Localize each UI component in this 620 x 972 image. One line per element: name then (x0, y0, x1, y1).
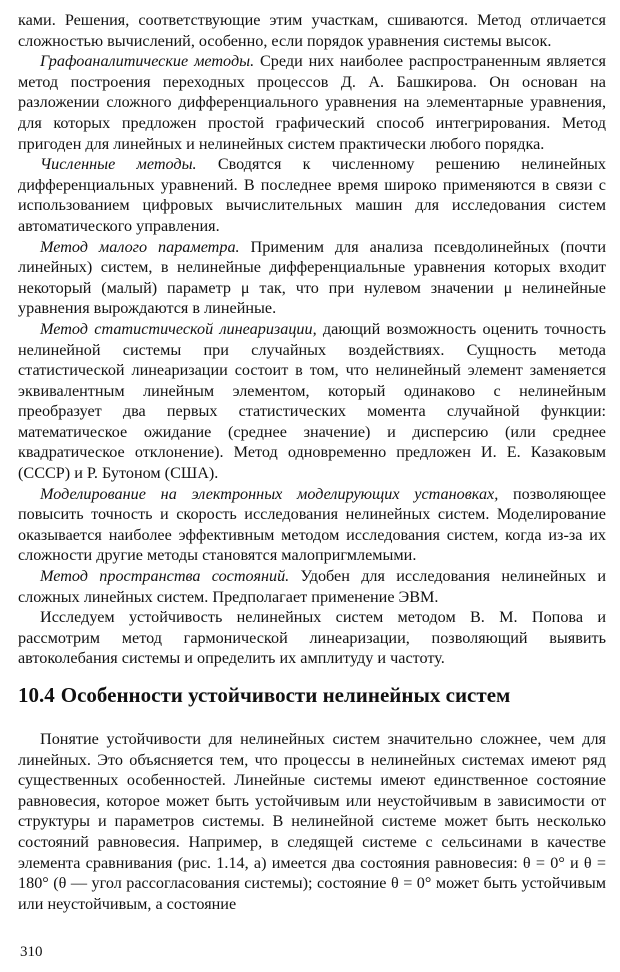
paragraph-text: Исследуем устойчивость нелинейных систем методом В. М. Попова и рассмотрим метод гармонической линеаризации, позволяющий выявить автоколебания системы и определить их амплитуду и частоту. (18, 608, 606, 668)
paragraph-intro (18, 10, 606, 51)
method-title: Численные методы. (40, 155, 197, 174)
method-title: Метод статистической линеаризации, (40, 319, 317, 338)
page-number: 310 (20, 944, 43, 960)
paragraph-text: Понятие устойчивости для нелинейных систем значительно сложнее, чем для линейных. Это объясняется тем, что процессы в нелинейных системах имеют ряд существенных особенностей. Линейные системы имеют единственное состояние равновесия, которое может быть устойчивым или неустойчивым в зависимости от структуры и параметров системы. В нелинейной системе может быть несколько состояний равновесия. Например, в следящей системе с сельсинами в качестве элемента сравнивания (рис. 1.14, а) имеется два состояния равновесия: θ = 0° и θ = 180° (θ — угол рассогласования системы); состояние θ = 0° может быть устойчивым или неустойчивым, а состояние (18, 730, 606, 913)
paragraph-graphoanalytic (18, 51, 606, 154)
method-title: Метод малого параметра. (40, 237, 240, 256)
paragraph-text: дающий возможность оценить точность нелинейной системы при случайных воздействиях. Сущность метода статистической линеаризации состоит в том, что нелинейный элемент заменяется эквивалентным линейным элементом, который одинаково с нелинейным преобразует два первых статистических момента случайной функции: математическое ожидание (среднее значение) и дисперсию (или среднее квадратическое отклонение). Метод одновременно предложен И. Е. Казаковым (СССР) и Р. Бутоном (США). (18, 319, 606, 483)
method-title: Графоаналитические методы. (40, 52, 255, 71)
paragraph-small-parameter (18, 237, 606, 319)
paragraph-statistical (18, 319, 606, 484)
paragraph-text: Сводятся к численному решению нелинейных дифференциальных уравнений. В последнее время широко применяются в связи с использованием цифровых вычислительных машин для исследования систем автоматического управления. (18, 155, 607, 235)
section-number: 10.4 (18, 683, 55, 707)
method-title: Метод пространства состояний. (40, 567, 290, 586)
method-title: Моделирование на электронных моделирующих установках, (40, 484, 499, 503)
paragraph-text: ками. Решения, соответствующие этим участкам, сшиваются. Метод отличается сложностью вычислений, особенно, если порядок уравнения системы высок. (18, 11, 606, 50)
paragraph-text: Удобен для исследования нелинейных и сложных линейных систем. Предполагает применение ЭВМ. (18, 567, 606, 606)
paragraph-state-space (18, 566, 606, 607)
paragraph-popov (18, 607, 606, 669)
paragraph-text: Применим для анализа псевдолинейных (почти линейных) систем, в нелинейные дифференциальные уравнения которых входит некоторый (малый) параметр μ так, что при нулевом значении μ нелинейные уравнения вырождаются в линейные. (18, 237, 606, 318)
paragraph-modeling (18, 484, 606, 566)
page-body (18, 10, 606, 914)
section-heading (18, 683, 606, 707)
section-title: Особенности устойчивости нелинейных систем (60, 683, 511, 707)
paragraph-text: Среди них наиболее распространенным является метод построения переходных процессов Д. А. Башкирова. Он основан на разложении сложного дифференциального уравнения на элементарные уравнения, для которых предложен простой графический способ интегрирования. Метод пригоден для линейных и нелинейных систем практически любого порядка. (18, 52, 606, 153)
paragraph-numerical (18, 154, 606, 236)
paragraph-text: позволяющее повысить точность и скорость исследования нелинейных систем. Моделирование оказывается наиболее эффективным методом исследования систем, когда из-за их сложности другие методы становятся малопригмлемыми. (18, 484, 606, 565)
paragraph-stability-concept (18, 729, 606, 914)
